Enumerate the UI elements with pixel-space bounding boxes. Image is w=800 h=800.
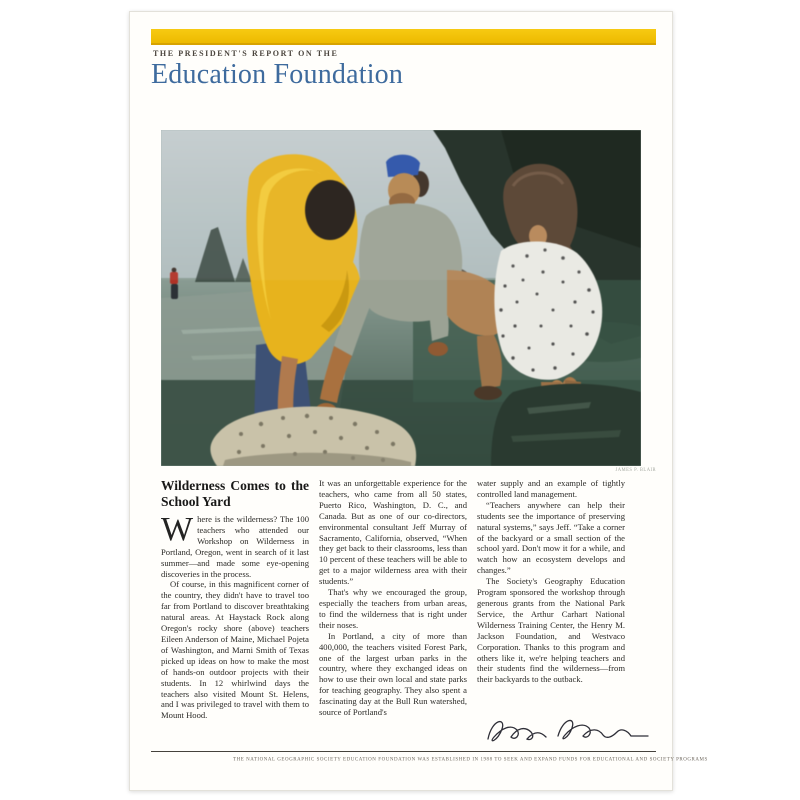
- footer-note: THE NATIONAL GEOGRAPHIC SOCIETY EDUCATION FOUNDATION WAS ESTABLISHED IN 1988 TO SEEK AND EXPAND FUNDS FOR EDUCATIONAL AND SOCIETY PROGRAMS: [232, 756, 708, 762]
- article-paragraph: It was an unforgettable experience for the teachers, who came from all 50 states, Puerto Rico, Washington, D. C., and Canada. But as one of our co-directors, environmental consultant Jeff Murray of Sacramento, California, observed, “When they get back to their classrooms, less than 10 percent of these teachers will be able to get to a major wilderness area with their students.”: [319, 478, 467, 587]
- footer-rule: [151, 751, 656, 752]
- tidepool-photo-illustration: [161, 130, 641, 466]
- article-paragraph: water supply and an example of tightly controlled land management.: [477, 478, 625, 499]
- tidepool-photo: [161, 130, 641, 466]
- report-eyebrow: THE PRESIDENT'S REPORT ON THE: [153, 49, 339, 58]
- article-column-1: [161, 478, 309, 721]
- article-heading: Wilderness Comes to the School Yard: [161, 478, 309, 509]
- article-paragraph: [161, 511, 309, 579]
- president-signature: [480, 711, 656, 753]
- article-paragraph: “Teachers anywhere can help their students see the importance of preserving natural systems,” says Jeff. “Take a corner of the backyard or a small section of the school yard. Don't mow it for a while, and watch how an ecosystem develops and changes.”: [477, 499, 625, 576]
- article-column-2: [319, 478, 467, 718]
- article-column-3: [477, 478, 625, 685]
- article-text: here is the wilderness? The 100 teachers who attended our Workshop on Wilderness in Portland, Oregon, went in search of it last summer—and made some eye-opening discoveries in the process.: [161, 514, 309, 579]
- wet-rocks-foreground: [491, 384, 641, 466]
- article-paragraph: That's why we encouraged the group, especially the teachers from urban areas, to find the wilderness that is right under their noses.: [319, 587, 467, 630]
- article-paragraph: In Portland, a city of more than 400,000, the teachers visited Forest Park, one of the largest urban parks in the country, where they exchanged ideas on how to use their own local and state parks for teaching geography. They also spent a fascinating day at the Bull Run watershed, source of Portland's: [319, 630, 467, 718]
- report-page: [129, 11, 708, 791]
- photo-credit: JAMES P. BLAIR: [615, 467, 656, 473]
- article-paragraph: The Society's Geography Education Program sponsored the workshop through generous grants from the National Park Service, the Arthur Carhart National Wilderness Training Center, the Henry M. Jackson Foundation, and Westvaco Corporation. Thanks to this program and others like it, we're helping teachers and their students find the wilderness—from their backyards to the outback.: [477, 576, 625, 685]
- article-paragraph: Of course, in this magnificent corner of the country, they didn't have to travel too far from Portland to discover breathtaking natural areas. At Haystack Rock along Oregon's rocky shore (above) teachers Eileen Anderson of Maine, Michael Pojeta of Washington, and Marni Smith of Texas picked up ideas on how to make the most of hands-on outdoor projects with their students. In 12 whirlwind days the teachers also visited Mount St. Helens, and I was privileged to travel with them to Mount Hood.: [161, 579, 309, 721]
- page-title: Education Foundation: [151, 59, 404, 90]
- drop-cap: W: [161, 511, 194, 548]
- accent-bar: [151, 29, 656, 45]
